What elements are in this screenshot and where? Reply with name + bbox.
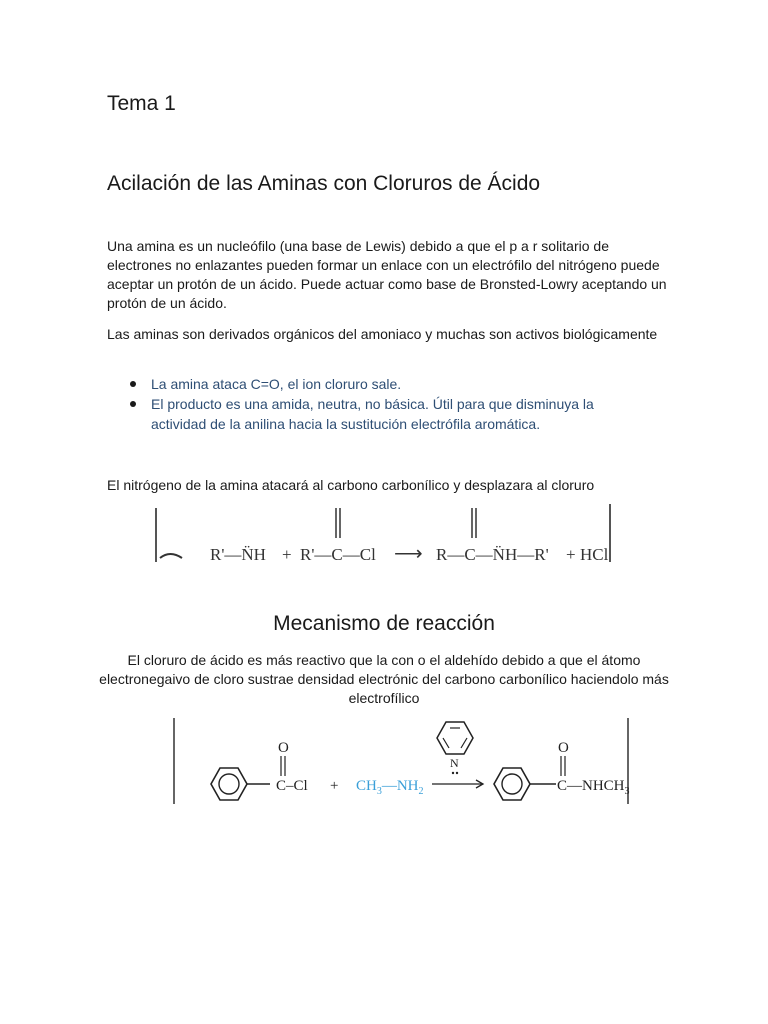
document-title: Acilación de las Aminas con Cloruros de Ácido <box>107 172 541 195</box>
ring-fragment-icon <box>160 554 182 558</box>
benzene-ring-icon <box>211 768 247 800</box>
reaction-arrow-icon: ⟶ <box>394 543 423 562</box>
amide-product: R—C—N̈H—R' <box>436 545 549 562</box>
mechanism-heading: Mecanismo de reacción <box>273 612 495 635</box>
bullet-list <box>128 374 648 434</box>
plus-sign: + <box>566 545 576 562</box>
hcl-byproduct: HCl <box>580 545 609 562</box>
plus-sign: + <box>330 778 339 794</box>
reaction-arrow-icon <box>432 780 483 788</box>
acyl-chloride-group: C–Cl <box>276 778 308 794</box>
paragraph-amine-derivatives: Las aminas son derivados orgánicos del amoniaco y muchas son activos biológicamente <box>107 326 658 342</box>
paragraph-nitrogen-attack: El nitrógeno de la amina atacará al carbono carbonílico y desplazara al cloruro <box>107 477 595 493</box>
pyridine-nitrogen: N <box>450 756 459 770</box>
plus-sign: + <box>282 545 292 562</box>
benzene-ring-icon <box>494 768 530 800</box>
amine-reactant: R'—N̈H <box>210 545 266 562</box>
list-item <box>128 374 648 394</box>
acyl-chloride: R'—C—Cl <box>300 545 376 562</box>
bullet-text: La amina ataca C=O, el ion cloruro sale. <box>151 376 402 392</box>
list-item <box>128 394 648 434</box>
bullet-dot-icon <box>130 401 136 407</box>
paragraph-reactivity: El cloruro de ácido es más reactivo que la con o el aldehído debido a que el átomo electronegaivo de cloro sustrae densidad electrónic del carbono carbonílico haciendolo más electrofílico <box>99 652 669 706</box>
methylamine: $CH_3—NH_2$ <box>356 778 424 797</box>
amide-group: $C—NHCH_3$ <box>557 778 630 797</box>
bullet-text: El producto es una amida, neutra, no básica. Útil para que disminuya la actividad de la anilina hacia la sustitución electrófila aromática. <box>151 396 594 432</box>
carbonyl-oxygen: O <box>278 740 289 756</box>
pyridine-ring-icon <box>437 722 473 754</box>
topic-heading: Tema 1 <box>107 92 176 115</box>
paragraph-amine-nucleophile: Una amina es un nucleófilo (una base de Lewis) debido a que el p a r solitario de electrones no enlazantes pueden formar un enlace con un electrófilo del nitrógeno puede aceptar un protón de un ácido. Puede actuar como base de Bronsted-Lowry aceptando un protón de un ácido. <box>107 238 667 311</box>
carbonyl-oxygen: O <box>558 740 569 756</box>
reaction-scheme-1 <box>154 500 614 562</box>
bullet-dot-icon <box>130 381 136 387</box>
reaction-scheme-2 <box>172 716 632 808</box>
